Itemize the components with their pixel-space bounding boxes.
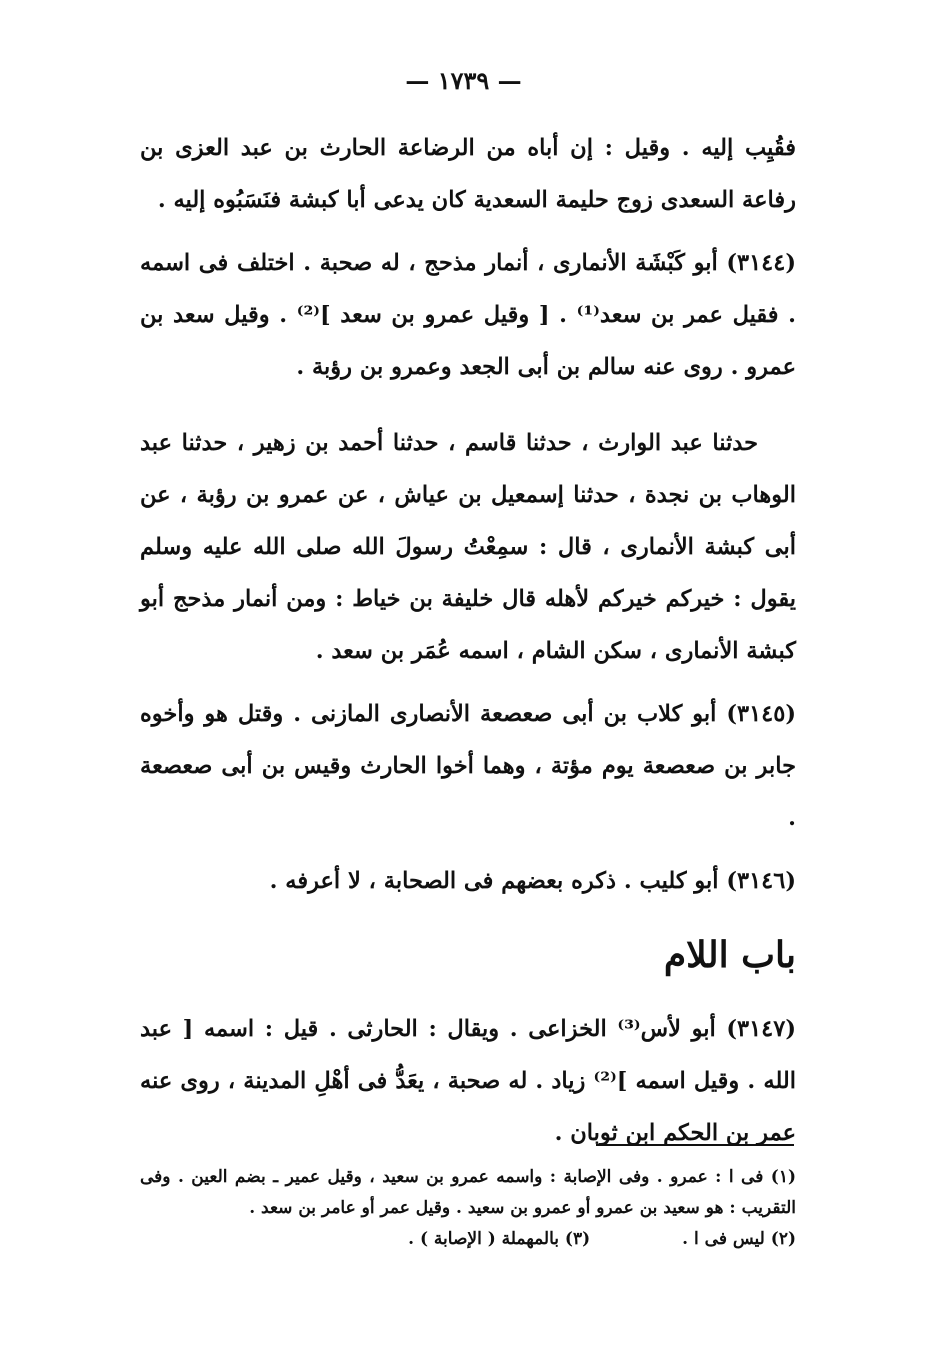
entry-3146: (٣١٤٦) أبو كليب . ذكره بعضهم فى الصحابة ، لا أعرفه . — [269, 868, 796, 894]
footnote-separator — [596, 1144, 794, 1146]
footnote-2: (٢) ليس فى ا . — [682, 1229, 796, 1249]
chapter-heading: باب اللام — [663, 934, 796, 976]
footnotes — [140, 1162, 796, 1255]
entry-3145: (٣١٤٥) أبو كلاب بن أبى صعصعة الأنصارى المازنى . وقتل هو وأخوه جابر بن صعصعة يوم مؤتة ، وهما أخوا الحارث وقيس بن أبى صعصعة . — [140, 701, 796, 831]
hadith-paragraph: حدثنا عبد الوارث ، حدثنا قاسم ، حدثنا أحمد بن زهير ، حدثنا عبد الوهاب بن نجدة ، حدثنا إسمعيل بن عياش ، عن عمرو بن رؤبة ، عن أبى كبشة الأنمارى ، قال : سمِعْتُ رسولَ الله صلى الله عليه وسلم يقول : خيركم خيركم لأهله قال خليفة بن خياط : ومن أنمار مذحج أبو كبشة الأنمارى ، سكن الشام ، اسمه عُمَر بن سعد . — [140, 430, 796, 664]
page-number: — ١٧٣٩ — — [405, 66, 522, 95]
paragraph-continuation: فقُيِب إليه . وقيل : إن أباه من الرضاعة الحارث بن عبد العزى بن رفاعة السعدى زوج حليمة السعدية كان يدعى أبا كبشة فنَسَبُوه إليه . — [140, 135, 796, 213]
entry-3144: (٣١٤٤) أبو كَبْشَة الأنمارى ، أنمار مذحج ، له صحبة . اختلف فى اسمه . فقيل عمر بن سعد⁽¹⁾ . [ وقيل عمرو بن سعد ]⁽²⁾ . وقيل سعد بن عمرو . روى عنه سالم بن أبى الجعد وعمرو بن رؤبة . — [140, 250, 796, 380]
entry-3147: (٣١٤٧) أبو لأس⁽³⁾ الخزاعى . ويقال : الحارثى . قيل : اسمه [ عبد الله . وقيل اسمه ]⁽²⁾ زياد . له صحبة ، يعَدُّ فى أهْلِ المدينة ، روى عنه عمر بن الحكم ابن ثوبان . — [140, 1016, 796, 1146]
footnote-3: (٣) بالمهملة ( الإصابة ) . — [408, 1229, 591, 1249]
main-text — [140, 122, 796, 1170]
footnote-1: (١) فى ا : عمرو . وفى الإصابة : واسمه عمرو بن سعيد ، وقيل عمير ـ بضم العين . وفى التقريب : هو سعيد بن عمرو أو عمرو بن سعيد . وقيل عمر أو عامر بن سعد . — [140, 1167, 796, 1218]
